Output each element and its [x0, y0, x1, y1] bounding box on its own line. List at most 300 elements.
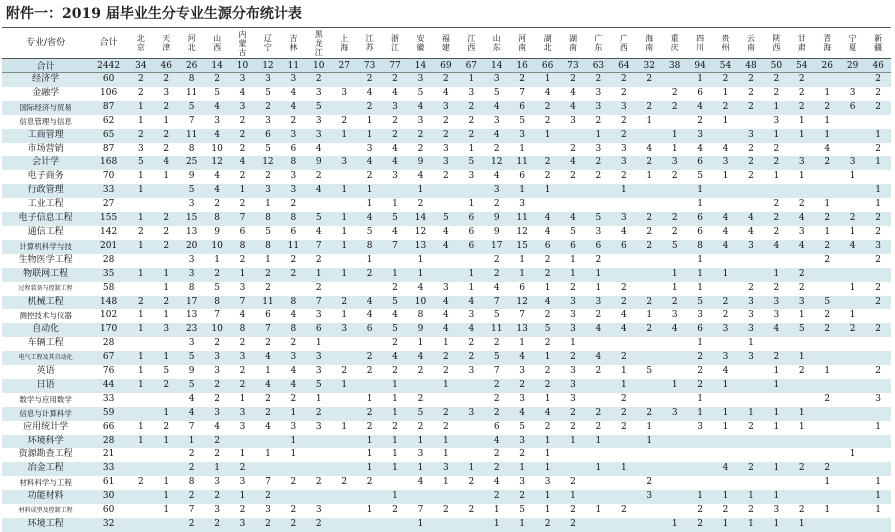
table-cell: 17: [179, 296, 204, 310]
table-cell: 1: [586, 268, 611, 282]
table-cell: 12: [509, 296, 534, 310]
table-cell: 3: [570, 310, 576, 321]
table-cell: 4: [357, 212, 382, 226]
table-cell: [764, 184, 789, 198]
table-cell: 3: [662, 407, 687, 421]
table-cell: [281, 490, 306, 504]
table-cell: 1: [713, 407, 738, 421]
table-cell: 4: [357, 156, 382, 170]
table-cell: 2: [290, 199, 297, 210]
table-row: [2, 448, 891, 462]
table-cell: 3: [773, 505, 780, 516]
table-cell: [611, 198, 636, 212]
table-cell: [611, 476, 636, 490]
table-cell: 2: [366, 366, 373, 377]
table-cell: 2: [214, 199, 220, 210]
table-cell: 4: [239, 310, 246, 321]
table-cell: [433, 254, 458, 268]
table-cell: [637, 504, 662, 518]
table-cell: [840, 351, 865, 365]
table-cell: 1: [865, 129, 891, 143]
table-cell: 13: [408, 240, 433, 254]
table-cell: 4: [544, 226, 551, 237]
table-cell: 7: [484, 296, 509, 310]
table-cell: 1: [137, 171, 144, 182]
table-cell: 2: [290, 254, 297, 265]
table-cell: 4: [392, 143, 398, 154]
table-cell: 1: [366, 449, 373, 460]
table-cell: 1: [468, 199, 475, 210]
table-cell: [154, 393, 179, 407]
table-cell: [306, 435, 331, 449]
table-cell: 2: [230, 129, 255, 143]
table-cell: 6: [519, 282, 526, 293]
table-cell: 12: [484, 156, 509, 170]
table-cell: 4: [620, 226, 627, 237]
table-cell: 5: [179, 184, 204, 198]
total-cell: 10: [306, 59, 331, 73]
table-cell: 11: [509, 212, 534, 226]
table-row: [2, 309, 891, 323]
table-cell: 2: [366, 171, 373, 182]
table-cell: [738, 393, 763, 407]
table-cell: 2: [815, 156, 840, 170]
table-cell: 1: [315, 393, 322, 404]
table-cell: 3: [204, 407, 229, 421]
table-cell: [815, 448, 840, 462]
table-cell: 2: [570, 505, 576, 516]
table-cell: 3: [611, 212, 636, 226]
table-cell: 8: [204, 212, 229, 226]
table-cell: [331, 462, 356, 476]
table-cell: 1: [764, 268, 789, 282]
table-cell: 2: [433, 73, 458, 87]
table-cell: 2: [620, 171, 627, 182]
table-cell: 1: [764, 407, 789, 421]
table-cell: 2: [544, 366, 551, 377]
table-cell: [433, 518, 458, 532]
table-cell: 2: [544, 421, 551, 432]
table-cell: 1: [646, 421, 653, 432]
table-cell: [154, 462, 179, 476]
table-cell: 4: [620, 310, 627, 321]
table-cell: 2: [637, 101, 662, 115]
table-cell: 1: [128, 268, 153, 282]
table-cell: 1: [408, 518, 433, 532]
table-cell: 2: [392, 338, 398, 349]
table-cell: [637, 379, 662, 393]
table-cell: 3: [443, 282, 449, 293]
table-cell: 2: [875, 143, 882, 154]
table-cell: 1: [230, 184, 255, 198]
table-cell: [611, 254, 636, 268]
table-cell: 3: [560, 379, 585, 393]
table-cell: 5: [662, 240, 687, 254]
table-cell: 3: [570, 115, 576, 126]
table-cell: [128, 198, 153, 212]
table-cell: 1: [824, 505, 831, 516]
table-cell: 3: [290, 421, 297, 432]
table-cell: 1: [509, 518, 534, 532]
table-cell: 3: [468, 87, 475, 98]
table-cell: 1: [417, 338, 424, 349]
table-cell: 1: [586, 435, 611, 449]
table-cell: [535, 143, 560, 157]
column-header-province: [789, 28, 814, 59]
column-header-province-label: 辽宁: [263, 34, 272, 52]
table-cell: [840, 254, 865, 268]
table-cell: 4: [204, 101, 229, 115]
table-cell: 4: [382, 351, 407, 365]
table-cell: 2: [315, 282, 322, 293]
table-cell: 6: [255, 129, 280, 143]
table-cell: 1: [646, 171, 653, 182]
table-cell: 2: [697, 505, 703, 516]
total-cell: 38: [662, 59, 687, 73]
table-cell: 5: [306, 101, 331, 115]
table-cell: 2: [595, 421, 602, 432]
table-cell: 2: [509, 490, 534, 504]
row-major-name: 数学与应用数学: [19, 394, 72, 404]
table-row: [2, 73, 891, 87]
table-cell: [713, 198, 738, 212]
column-header-major: 专业/省份: [2, 28, 89, 59]
table-cell: 1: [535, 73, 560, 87]
table-cell: [331, 351, 356, 365]
table-cell: 3: [331, 156, 356, 170]
table-cell: 3: [188, 254, 195, 265]
table-cell: 3: [509, 129, 534, 143]
table-cell: 6: [519, 171, 526, 182]
row-total-cell: 61: [102, 477, 115, 488]
table-cell: 4: [544, 87, 551, 98]
column-header-province-label: 广东: [594, 34, 603, 52]
table-cell: [331, 170, 356, 184]
table-cell: 2: [255, 101, 280, 115]
table-cell: 2: [204, 379, 229, 393]
table-cell: [637, 337, 662, 351]
table-cell: 2: [789, 101, 814, 115]
row-total-cell: 62: [102, 115, 115, 126]
table-cell: 1: [392, 393, 398, 404]
table-row: [2, 198, 891, 212]
table-cell: [459, 184, 484, 198]
table-cell: 2: [137, 477, 144, 488]
table-cell: [840, 407, 865, 421]
table-cell: 1: [824, 115, 831, 126]
table-cell: 3: [611, 101, 636, 115]
table-cell: 1: [392, 449, 398, 460]
table-cell: 1: [315, 338, 322, 349]
table-cell: [586, 198, 611, 212]
table-cell: 2: [265, 282, 271, 293]
table-cell: 1: [519, 338, 526, 349]
table-cell: [637, 448, 662, 462]
table-cell: 2: [535, 101, 560, 115]
row-major-name: 资源勘查工程: [18, 449, 73, 460]
table-cell: 1: [544, 505, 551, 516]
table-cell: [408, 490, 433, 504]
table-cell: [738, 268, 763, 282]
row-total-cell: 21: [102, 449, 115, 460]
table-cell: 2: [239, 338, 246, 349]
column-header-province: [560, 28, 585, 59]
table-cell: 4: [560, 212, 585, 226]
table-cell: 1: [560, 490, 585, 504]
table-cell: 3: [519, 199, 526, 210]
column-header-province: [128, 28, 153, 59]
table-cell: 3: [662, 156, 687, 170]
row-major-name: 电子信息工程: [2, 212, 89, 226]
table-cell: 1: [154, 351, 179, 365]
table-cell: [815, 518, 840, 532]
table-cell: 8: [230, 323, 255, 337]
table-cell: 2: [306, 73, 331, 87]
table-cell: 2: [417, 393, 424, 404]
table-cell: 1: [738, 407, 763, 421]
table-cell: 3: [382, 101, 407, 115]
table-cell: 4: [417, 477, 424, 488]
table-cell: 3: [255, 73, 280, 87]
table-cell: 3: [671, 310, 678, 321]
column-header-province: [179, 28, 204, 59]
row-total-cell: 28: [89, 435, 128, 449]
table-cell: 2: [637, 156, 662, 170]
table-row: [2, 184, 891, 198]
table-cell: 2: [595, 254, 602, 265]
row-total-cell: 60: [102, 505, 115, 516]
table-cell: [865, 309, 891, 323]
table-cell: 3: [306, 129, 331, 143]
table-cell: 4: [382, 156, 407, 170]
table-cell: 5: [519, 505, 526, 516]
table-cell: 8: [230, 240, 255, 254]
table-cell: 1: [331, 268, 356, 282]
table-cell: 1: [331, 129, 356, 143]
table-cell: 1: [341, 310, 348, 321]
table-cell: 2: [586, 73, 611, 87]
table-cell: 5: [459, 156, 484, 170]
table-cell: [789, 435, 814, 449]
table-row: [2, 129, 891, 143]
table-row: [2, 156, 891, 170]
table-cell: [840, 504, 865, 518]
table-cell: [662, 73, 687, 87]
table-cell: 1: [687, 268, 712, 282]
table-cell: [560, 198, 585, 212]
table-cell: [738, 365, 763, 379]
table-cell: [738, 198, 763, 212]
table-cell: 17: [484, 240, 509, 254]
table-cell: 2: [798, 199, 805, 210]
column-header-province-label: 贵州: [721, 34, 730, 52]
row-major-name: 自动化: [2, 323, 89, 337]
table-cell: 1: [697, 282, 703, 293]
table-cell: [586, 379, 611, 393]
table-cell: 1: [687, 490, 712, 504]
row-total-cell: 168: [89, 156, 128, 170]
table-cell: 2: [255, 490, 280, 504]
column-header-province-label: 天津: [162, 34, 171, 52]
table-cell: [560, 184, 585, 198]
table-cell: 4: [484, 129, 509, 143]
table-cell: 1: [459, 73, 484, 87]
table-cell: 1: [128, 101, 153, 115]
table-cell: 2: [459, 351, 484, 365]
column-header-province-label: 四川: [696, 34, 705, 52]
row-major-name: 日语: [2, 379, 89, 393]
table-cell: 3: [738, 129, 763, 143]
table-cell: 1: [137, 366, 144, 377]
table-cell: 2: [468, 505, 475, 516]
row-total-cell: 102: [100, 310, 118, 321]
table-cell: 2: [687, 518, 712, 532]
total-cell: 12: [255, 59, 280, 73]
table-cell: 3: [560, 323, 585, 337]
table-cell: 1: [443, 477, 449, 488]
table-cell: [433, 184, 458, 198]
table-cell: [560, 129, 585, 143]
table-cell: 1: [357, 435, 382, 449]
table-cell: [865, 115, 891, 129]
total-cell: 14: [408, 59, 433, 73]
table-cell: 2: [544, 310, 551, 321]
table-cell: 3: [392, 171, 398, 182]
table-cell: 3: [595, 87, 602, 98]
table-cell: [128, 490, 153, 504]
row-total-cell: 32: [89, 518, 128, 532]
table-cell: 3: [509, 435, 534, 449]
table-cell: 2: [773, 226, 780, 237]
row-major-name: 过程装备与控制工程: [18, 284, 73, 292]
table-cell: 4: [722, 226, 729, 237]
table-cell: 3: [179, 268, 204, 282]
table-cell: [331, 393, 356, 407]
table-cell: 4: [738, 212, 763, 226]
table-row: [2, 490, 891, 504]
table-cell: 6: [560, 240, 585, 254]
table-cell: 13: [185, 310, 198, 321]
total-cell: 54: [713, 59, 738, 73]
total-cell: 50: [764, 59, 789, 73]
total-cell: 27: [331, 59, 356, 73]
table-cell: 2: [738, 101, 763, 115]
table-cell: 3: [493, 115, 500, 126]
table-cell: 3: [697, 310, 703, 321]
table-cell: 4: [306, 184, 331, 198]
table-cell: 4: [484, 435, 509, 449]
table-cell: 1: [154, 268, 179, 282]
table-cell: 4: [484, 101, 509, 115]
table-cell: 3: [315, 505, 322, 516]
table-cell: 2: [620, 282, 627, 293]
table-cell: 2: [382, 73, 407, 87]
table-cell: 3: [789, 156, 814, 170]
table-cell: 2: [179, 490, 204, 504]
table-cell: [255, 435, 280, 449]
table-cell: 3: [417, 115, 424, 126]
column-header-province-label: 安徽: [416, 34, 425, 52]
table-cell: 6: [697, 226, 703, 237]
row-major-name: 信息与计算科学: [2, 407, 89, 421]
table-cell: 1: [163, 310, 170, 321]
table-cell: [789, 379, 814, 393]
table-cell: 7: [306, 240, 331, 254]
table-cell: 1: [382, 490, 407, 504]
table-cell: [815, 268, 840, 282]
table-cell: 6: [840, 101, 865, 115]
table-cell: 2: [366, 421, 373, 432]
table-cell: 4: [204, 184, 229, 198]
table-cell: [331, 504, 356, 518]
table-cell: 1: [382, 462, 407, 476]
table-cell: 2: [560, 518, 585, 532]
table-header-row: [2, 28, 891, 59]
table-cell: [637, 184, 662, 198]
table-cell: 2: [468, 477, 475, 488]
table-cell: 3: [230, 351, 255, 365]
table-cell: [128, 448, 153, 462]
table-cell: 1: [281, 435, 306, 449]
table-cell: 1: [331, 240, 356, 254]
table-row: [2, 101, 891, 115]
table-cell: 4: [824, 143, 831, 154]
table-cell: 1: [230, 490, 255, 504]
table-cell: 8: [255, 212, 280, 226]
table-cell: [738, 448, 763, 462]
table-cell: 2: [484, 462, 509, 476]
column-header-province: [433, 28, 458, 59]
total-cell: 29: [840, 59, 865, 73]
table-cell: 4: [687, 101, 712, 115]
table-cell: 1: [306, 268, 331, 282]
table-cell: 4: [722, 366, 729, 377]
table-cell: [230, 435, 255, 449]
table-cell: 1: [128, 240, 153, 254]
table-row: [2, 170, 891, 184]
table-cell: 2: [341, 477, 348, 488]
table-cell: [840, 421, 865, 435]
table-cell: 1: [611, 184, 636, 198]
row-total-cell: 66: [102, 421, 115, 432]
table-cell: [840, 490, 865, 504]
table-cell: 3: [366, 143, 373, 154]
table-cell: 2: [443, 505, 449, 516]
table-cell: [789, 490, 814, 504]
table-cell: 4: [586, 323, 611, 337]
table-cell: 1: [544, 393, 551, 404]
column-header-province: [230, 28, 255, 59]
row-total-cell: 87: [89, 101, 128, 115]
table-cell: 1: [738, 490, 763, 504]
table-cell: 2: [535, 268, 560, 282]
table-cell: [331, 407, 356, 421]
table-cell: 2: [865, 296, 891, 310]
total-cell: 73: [357, 59, 382, 73]
table-cell: 4: [366, 87, 373, 98]
column-header-province: [484, 28, 509, 59]
table-cell: 1: [789, 407, 814, 421]
table-cell: 6: [459, 212, 484, 226]
table-cell: 2: [798, 505, 805, 516]
table-cell: 2: [392, 366, 398, 377]
table-cell: 1: [560, 268, 585, 282]
table-cell: 2: [255, 407, 280, 421]
total-cell: 34: [128, 59, 153, 73]
table-row: [2, 254, 891, 268]
table-cell: 2: [443, 421, 449, 432]
table-cell: 1: [748, 338, 754, 349]
